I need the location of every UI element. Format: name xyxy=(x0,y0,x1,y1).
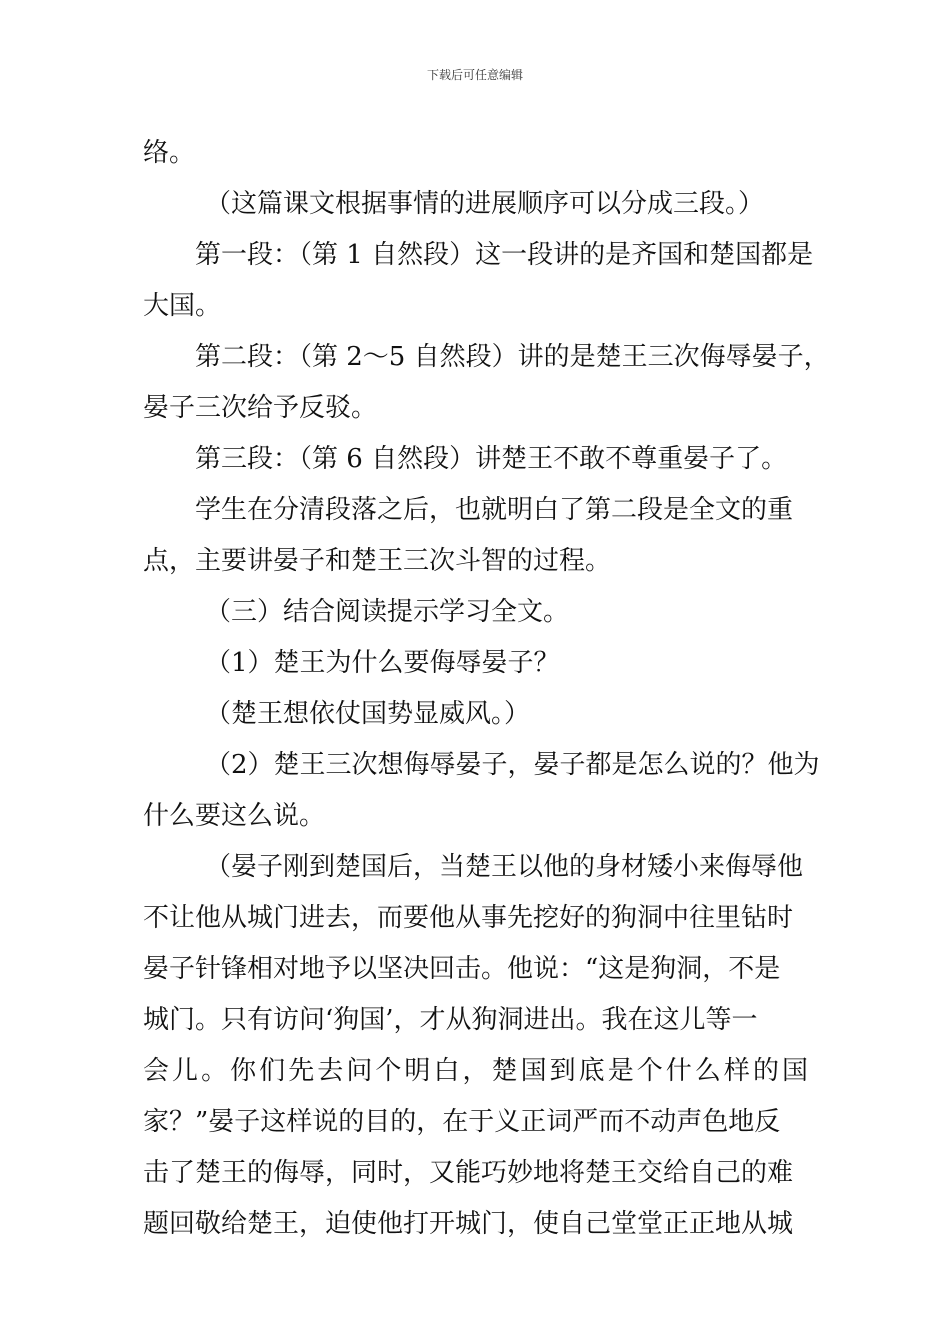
text-line: （1）楚王为什么要侮辱晏子？ xyxy=(205,648,560,678)
text-line: 城门。只有访问‘狗国’，才从狗洞进出。我在这儿等一 xyxy=(143,1005,758,1035)
text-line: 第一段：（第 1 自然段）这一段讲的是齐国和楚国都是 xyxy=(195,240,814,270)
text-line: 第二段：（第 2～5 自然段）讲的是楚王三次侮辱晏子， xyxy=(195,342,830,372)
text-line: 什么要这么说。 xyxy=(143,801,326,831)
text-line: 不让他从城门进去，而要他从事先挖好的狗洞中往里钻时 xyxy=(143,903,794,933)
page-header: 下载后可任意编辑 xyxy=(426,68,523,82)
text-line: （2）楚王三次想侮辱晏子，晏子都是怎么说的？他为 xyxy=(205,750,820,780)
document-body xyxy=(143,128,830,1250)
text-line: 点，主要讲晏子和楚王三次斗智的过程。 xyxy=(143,546,612,576)
text-line: 题回敬给楚王，迫使他打开城门，使自己堂堂正正地从城 xyxy=(143,1209,794,1239)
text-line: （这篇课文根据事情的进展顺序可以分成三段。） xyxy=(205,189,765,219)
text-line: 学生在分清段落之后，也就明白了第二段是全文的重 xyxy=(195,495,794,525)
text-line: 第三段：（第 6 自然段）讲楚王不敢不尊重晏子了。 xyxy=(195,444,788,474)
text-line: 络。 xyxy=(143,138,196,168)
text-line: 家？”晏子这样说的目的，在于义正词严而不动声色地反 xyxy=(143,1107,781,1137)
text-line: 击了楚王的侮辱，同时，又能巧妙地将楚王交给自己的难 xyxy=(143,1158,794,1188)
text-line: 晏子针锋相对地予以坚决回击。他说：“这是狗洞，不是 xyxy=(143,954,781,984)
text-line: （晏子刚到楚国后，当楚王以他的身材矮小来侮辱他 xyxy=(205,852,804,882)
text-line: 晏子三次给予反驳。 xyxy=(143,393,378,423)
text-line: 大国。 xyxy=(143,291,222,321)
text-line: （楚王想依仗国势显威风。） xyxy=(205,699,531,729)
text-line: 会儿。你们先去问个明白，楚国到底是个什么样的国 xyxy=(143,1056,808,1086)
text-line: （三）结合阅读提示学习全文。 xyxy=(205,597,570,627)
